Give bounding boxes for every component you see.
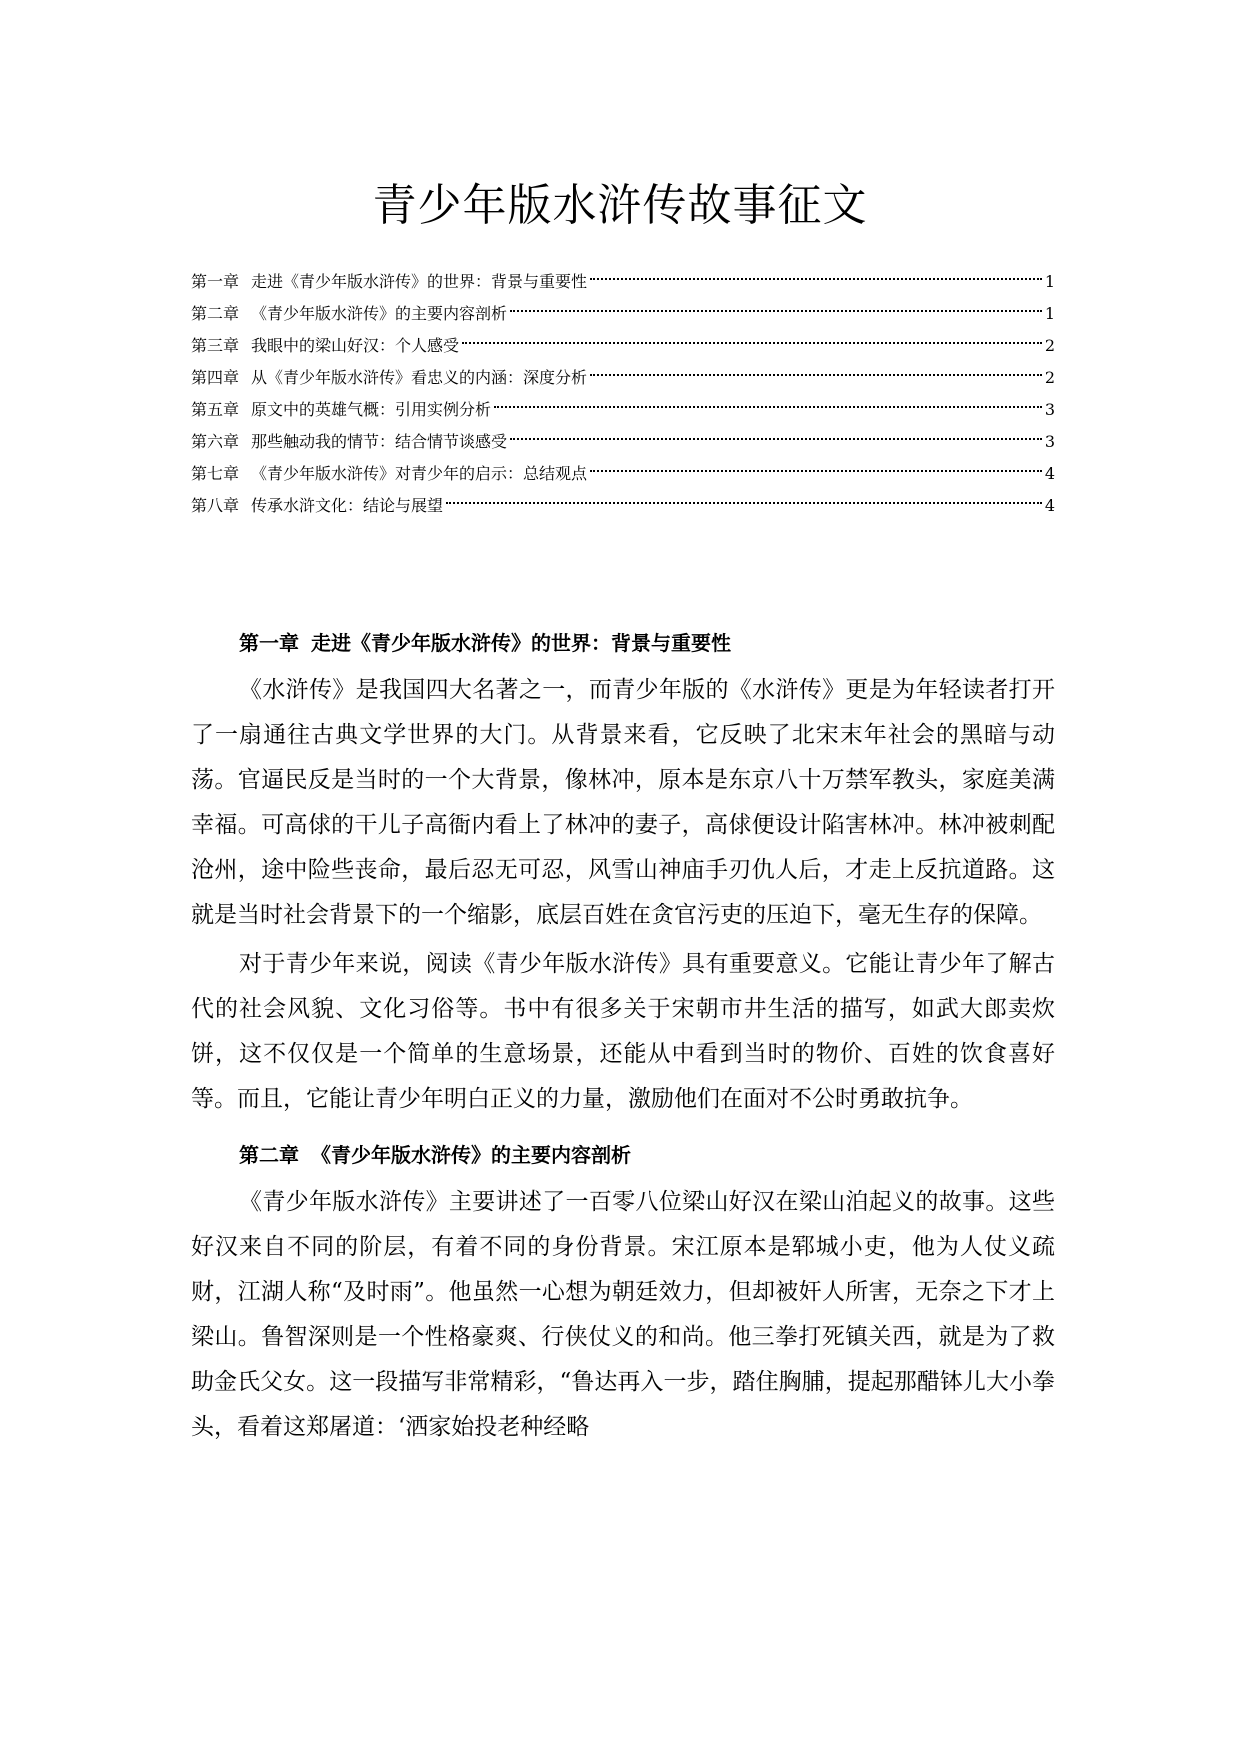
body-paragraph: 对于青少年来说，阅读《青少年版水浒传》具有重要意义。它能让青少年了解古代的社会风貌、文化习俗等。书中有很多关于宋朝市井生活的描写，如武大郎卖炊饼，这不仅仅是一个简单的生意场景，还能从中看到当时的物价、百姓的饮食喜好等。而且，它能让青少年明白正义的力量，激励他们在面对不公时勇敢抗争。 (191, 951, 1055, 1112)
toc-page-number: 3 (1044, 400, 1055, 419)
toc-chapter-title: 从《青少年版水浒传》看忠义的内涵：深度分析 (251, 368, 588, 387)
toc-page-number: 3 (1044, 432, 1055, 451)
chapter-heading (239, 628, 1055, 658)
body-paragraph: 《水浒传》是我国四大名著之一，而青少年版的《水浒传》更是为年轻读者打开了一扇通往古典文学世界的大门。从背景来看，它反映了北宋末年社会的黑暗与动荡。官逼民反是当时的一个大背景，像林冲，原本是东京八十万禁军教头，家庭美满幸福。可高俅的干儿子高衙内看上了林冲的妻子，高俅便设计陷害林冲。林冲被刺配沧州，途中险些丧命，最后忍无可忍，风雪山神庙手刃仇人后，才走上反抗道路。这就是当时社会背景下的一个缩影，底层百姓在贪官污吏的压迫下，毫无生存的保障。 (191, 677, 1055, 928)
chapter-heading (239, 1140, 1055, 1170)
body-paragraph: 《青少年版水浒传》主要讲述了一百零八位梁山好汉在梁山泊起义的故事。这些好汉来自不同的阶层，有着不同的身份背景。宋江原本是郓城小吏，他为人仗义疏财，江湖人称“及时雨”。他虽然一心想为朝廷效力，但却被奸人所害，无奈之下才上梁山。鲁智深则是一个性格豪爽、行侠仗义的和尚。他三拳打死镇关西，就是为了救助金氏父女。这一段描写非常精彩，“鲁达再入一步，踏住胸脯，提起那醋钵儿大小拳头，看着这郑屠道：‘洒家始投老种经略 (191, 1189, 1055, 1440)
toc-dot-leader (510, 438, 1042, 440)
chapter-section (191, 1140, 1055, 1450)
toc-page-number: 4 (1044, 496, 1055, 515)
toc-chapter-title: 走进《青少年版水浒传》的世界：背景与重要性 (251, 272, 588, 291)
toc-chapter-number: 第二章 (191, 304, 240, 323)
toc-dot-leader (590, 470, 1042, 472)
toc-entry[interactable] (191, 362, 1055, 394)
toc-chapter-title: 传承水浒文化：结论与展望 (251, 496, 444, 515)
toc-page-number: 2 (1044, 368, 1055, 387)
toc-chapter-title: 那些触动我的情节：结合情节谈感受 (251, 432, 508, 451)
toc-dot-leader (446, 502, 1042, 504)
toc-dot-leader (590, 374, 1042, 376)
toc-chapter-title: 原文中的英雄气概：引用实例分析 (251, 400, 492, 419)
toc-page-number: 1 (1044, 304, 1055, 323)
toc-page-number: 1 (1044, 272, 1055, 291)
toc-entry[interactable] (191, 266, 1055, 298)
toc-chapter-number: 第三章 (191, 336, 240, 355)
toc-chapter-number: 第五章 (191, 400, 240, 419)
toc-chapter-title: 《青少年版水浒传》对青少年的启示：总结观点 (251, 464, 588, 483)
toc-page-number: 2 (1044, 336, 1055, 355)
toc-page-number: 4 (1044, 464, 1055, 483)
toc-entry[interactable] (191, 426, 1055, 458)
toc-entry[interactable] (191, 330, 1055, 362)
toc-chapter-number: 第一章 (191, 272, 240, 291)
chapter-title: 走进《青少年版水浒传》的世界：背景与重要性 (311, 631, 731, 655)
chapter-section (191, 628, 1055, 1122)
toc-chapter-number: 第八章 (191, 496, 240, 515)
toc-entry[interactable] (191, 490, 1055, 522)
toc-dot-leader (494, 406, 1042, 408)
chapter-title: 《青少年版水浒传》的主要内容剖析 (311, 1143, 631, 1167)
toc-chapter-number: 第六章 (191, 432, 240, 451)
toc-dot-leader (510, 310, 1042, 312)
toc-chapter-title: 我眼中的梁山好汉：个人感受 (251, 336, 460, 355)
chapter-number: 第二章 (239, 1143, 299, 1167)
toc-chapter-number: 第四章 (191, 368, 240, 387)
toc-dot-leader (590, 278, 1042, 280)
document-body (191, 628, 1055, 1450)
document-title: 青少年版水浒传故事征文 (372, 180, 868, 231)
chapter-number: 第一章 (239, 631, 299, 655)
toc-dot-leader (462, 342, 1042, 344)
table-of-contents (191, 266, 1055, 522)
toc-entry[interactable] (191, 458, 1055, 490)
toc-chapter-title: 《青少年版水浒传》的主要内容剖析 (251, 304, 508, 323)
toc-entry[interactable] (191, 298, 1055, 330)
toc-entry[interactable] (191, 394, 1055, 426)
toc-chapter-number: 第七章 (191, 464, 240, 483)
